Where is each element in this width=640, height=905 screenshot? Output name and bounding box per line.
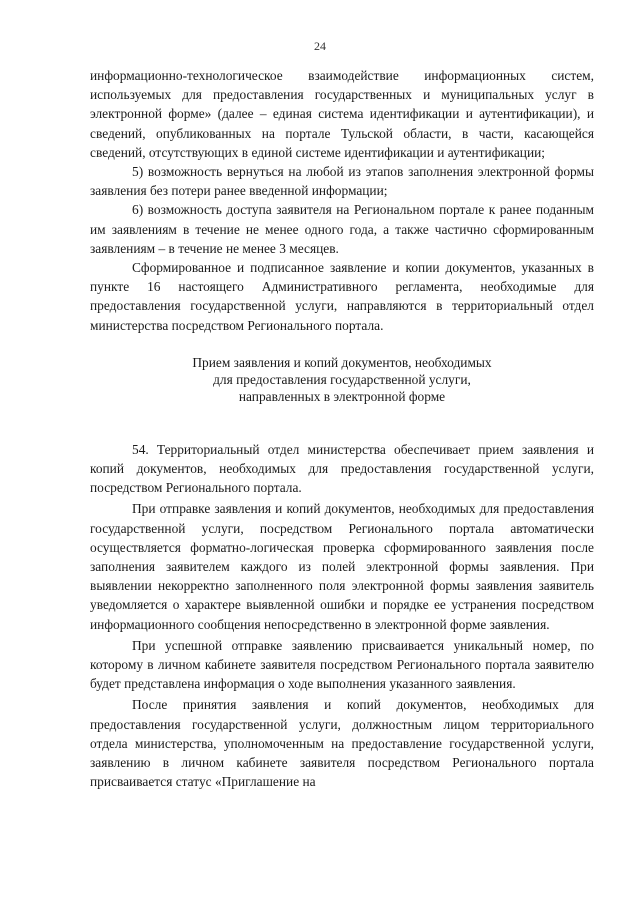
paragraph: При успешной отправке заявлению присваивается уникальный номер, по которому в личном кабинете заявителя посредством Регионального портала заявителю будет представлена информация о ходе выполнения указанного заявления. xyxy=(90,637,594,692)
paragraph: 6) возможность доступа заявителя на Региональном портале к ранее поданным им заявлениям в течение не менее одного года, а также частично сформированным заявлениям – в течение не менее 3 месяцев. xyxy=(90,202,594,256)
paragraph: информационно-технологическое взаимодействие информационных систем, используемых для предоставления государственных и муниципальных услуг в электронной форме» (далее – единая система идентификации и аутентификации), и сведений, опубликованных на портале Тульской области, в части, касающейся сведений, отсутствующих в единой системе идентификации и аутентификации; xyxy=(90,68,594,160)
heading-line: направленных в электронной форме xyxy=(238,388,446,404)
page-number: 24 xyxy=(314,39,326,53)
heading-line: для предоставления государственной услуги, xyxy=(213,371,471,387)
paragraph: 54. Территориальный отдел министерства обеспечивает прием заявления и копий документов, необходимых для предоставления государственной услуги, посредством Регионального портала. xyxy=(90,441,594,496)
paragraph: 5) возможность вернуться на любой из этапов заполнения электронной формы заявления без потери ранее введенной информации; xyxy=(90,164,594,199)
paragraph: Сформированное и подписанное заявление и копии документов, указанных в пункте 16 настоящего Административного регламента, необходимые для предоставления государственной услуги, направляются в территориальный отдел министерства посредством Регионального портала. xyxy=(90,260,594,333)
document-body xyxy=(90,66,594,792)
paragraph: При отправке заявления и копий документов, необходимых для предоставления государственной услуги, посредством Регионального портала автоматически осуществляется форматно-логическая проверка сформированного заявления после заполнения заявителем каждого из полей электронной формы заявления. При выявлении некорректно заполненного поля электронной формы заявления заявитель уведомляется о характере выявленной ошибки и порядке ее устранения посредством информационного сообщения непосредственно в электронной форме заявления. xyxy=(90,501,594,632)
paragraph: После принятия заявления и копий документов, необходимых для предоставления государственной услуги, должностным лицом территориального отдела министерства, уполномоченным на предоставление государственной услуги, заявлению в личном кабинете заявителя посредством Регионального портала присваивается статус «Приглашение на xyxy=(90,697,594,790)
section-heading xyxy=(90,354,594,405)
heading-line: Прием заявления и копий документов, необходимых xyxy=(192,354,492,370)
